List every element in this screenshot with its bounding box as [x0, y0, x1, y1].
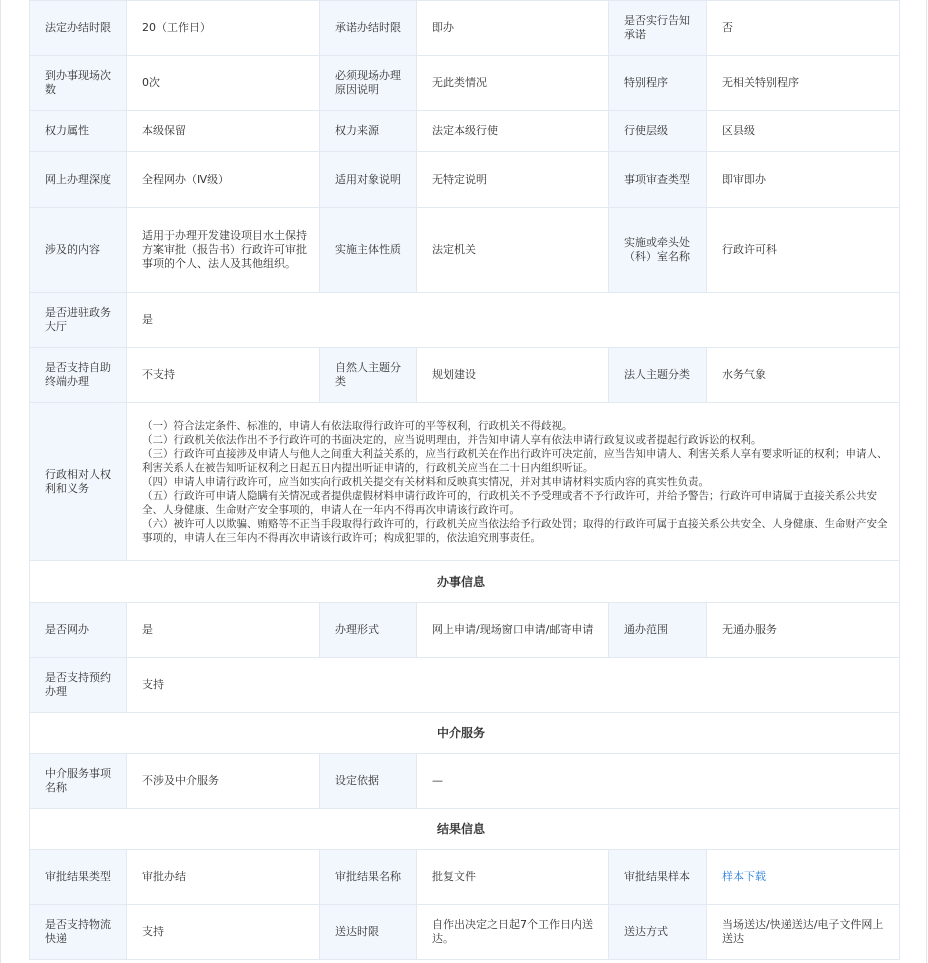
- promised-time-value: 即办: [417, 1, 609, 56]
- rights-label: 行政相对人权利和义务: [30, 403, 127, 561]
- basis-label: 设定依据: [320, 754, 417, 809]
- power-attr-label: 权力属性: [30, 111, 127, 152]
- result-section-title: [30, 809, 900, 850]
- form-label: 办理形式: [320, 603, 417, 658]
- rights-line-3: （三）行政许可直接涉及申请人与他人之间重大利益关系的，应当行政机关在作出行政许可决定前，应当告知申请人、利害关系人享有要求听证的权利；申请人、利害关系人在被告知听证权利之日起五日内提出听证申请的，行政机关应当在二十日内组织听证。: [142, 447, 888, 474]
- table-row: [30, 56, 900, 111]
- level-label: 行使层级: [609, 111, 707, 152]
- section-header-row: [30, 809, 900, 850]
- person-topic-value: 规划建设: [417, 348, 609, 403]
- table-row: [30, 850, 900, 905]
- rights-value: [127, 403, 900, 561]
- rights-line-1: （一）符合法定条件、标准的，申请人有依法取得行政许可的平等权利，行政机关不得歧视。: [142, 419, 573, 432]
- section-header-row: [30, 713, 900, 754]
- person-topic-label: 自然人主题分类: [320, 348, 417, 403]
- logistics-value: 支持: [127, 905, 320, 960]
- special-procedure-value: 无相关特别程序: [707, 56, 900, 111]
- special-procedure-label: 特别程序: [609, 56, 707, 111]
- visits-value: 0次: [127, 56, 320, 111]
- table-row: [30, 111, 900, 152]
- notify-label: 是否实行告知承诺: [609, 1, 707, 56]
- form-value: 网上申请/现场窗口申请/邮寄申请: [417, 603, 609, 658]
- scope-value: 无通办服务: [707, 603, 900, 658]
- scope-label: 通办范围: [609, 603, 707, 658]
- result-sample-cell: [707, 850, 900, 905]
- visits-label: 到办事现场次数: [30, 56, 127, 111]
- self-service-value: 不支持: [127, 348, 320, 403]
- agency-section-title: [30, 713, 900, 754]
- table-row: [30, 754, 900, 809]
- legal-time-value: 20（工作日）: [127, 1, 320, 56]
- handling-section-title-text: 办事信息: [436, 574, 485, 589]
- table-row: [30, 293, 900, 348]
- hall-label: 是否进驻政务大厅: [30, 293, 127, 348]
- table-row: [30, 1, 900, 56]
- agency-section-title-text: 中介服务: [436, 726, 485, 740]
- legal-time-label: 法定办结时限: [30, 1, 127, 56]
- delivery-method-value: 当场送达/快递送达/电子文件网上送达: [707, 905, 900, 960]
- table-row: [30, 348, 900, 403]
- promised-time-label: 承诺办结时限: [320, 1, 417, 56]
- online-label: 是否网办: [30, 603, 127, 658]
- power-source-value: 法定本级行使: [417, 111, 609, 152]
- handling-section-title: [30, 561, 900, 603]
- content-label: 涉及的内容: [30, 208, 127, 293]
- table-row: [30, 152, 900, 208]
- appointment-value: 支持: [127, 658, 900, 713]
- self-service-label: 是否支持自助终端办理: [30, 348, 127, 403]
- result-name-value: 批复文件: [417, 850, 609, 905]
- table-row: [30, 403, 900, 561]
- review-type-label: 事项审查类型: [609, 152, 707, 208]
- online-depth-label: 网上办理深度: [30, 152, 127, 208]
- notify-value: 否: [707, 1, 900, 56]
- onsite-reason-label: 必须现场办理原因说明: [320, 56, 417, 111]
- matter-info-table: [29, 0, 900, 960]
- sample-download-link[interactable]: 样本下载: [722, 870, 766, 883]
- power-source-label: 权力来源: [320, 111, 417, 152]
- delivery-time-label: 送达时限: [320, 905, 417, 960]
- target-value: 无特定说明: [417, 152, 609, 208]
- online-depth-value: 全程网办（Ⅳ级）: [127, 152, 320, 208]
- result-sample-label: 审批结果样本: [609, 850, 707, 905]
- hall-value: 是: [127, 293, 900, 348]
- table-row: [30, 658, 900, 713]
- rights-line-6: （六）被许可人以欺骗、贿赂等不正当手段取得行政许可的，行政机关应当依法给予行政处罚；取得的行政许可属于直接关系公共安全、人身健康、生命财产安全事项的，申请人在三年内不得再次申请该行政许可；构成犯罪的，依法追究刑事责任。: [142, 517, 888, 544]
- rights-line-4: （四）申请人申请行政许可，应当如实向行政机关提交有关材料和反映真实情况，并对其申请材料实质内容的真实性负责。: [142, 475, 709, 488]
- basis-value: —: [417, 754, 900, 809]
- result-type-value: 审批办结: [127, 850, 320, 905]
- result-name-label: 审批结果名称: [320, 850, 417, 905]
- table-row: [30, 603, 900, 658]
- table-row: [30, 208, 900, 293]
- power-attr-value: 本级保留: [127, 111, 320, 152]
- corp-topic-label: 法人主题分类: [609, 348, 707, 403]
- level-value: 区县级: [707, 111, 900, 152]
- logistics-label: 是否支持物流快递: [30, 905, 127, 960]
- appointment-label: 是否支持预约办理: [30, 658, 127, 713]
- nature-label: 实施主体性质: [320, 208, 417, 293]
- delivery-method-label: 送达方式: [609, 905, 707, 960]
- dept-label: 实施或牵头处（科）室名称: [609, 208, 707, 293]
- delivery-time-value: 自作出决定之日起7个工作日内送达。: [417, 905, 609, 960]
- result-section-title-text: 结果信息: [436, 822, 485, 836]
- online-value: 是: [127, 603, 320, 658]
- agency-name-label: 中介服务事项名称: [30, 754, 127, 809]
- rights-line-5: （五）行政许可申请人隐瞒有关情况或者提供虚假材料申请行政许可的，行政机关不予受理或者不予行政许可，并给予警告；行政许可申请属于直接关系公共安全、人身健康、生命财产安全事项的，申请人在一年内不得再次申请该行政许可。: [142, 489, 877, 516]
- onsite-reason-value: 无此类情况: [417, 56, 609, 111]
- agency-name-value: 不涉及中介服务: [127, 754, 320, 809]
- content-value: 适用于办理开发建设项目水土保持方案审批（报告书）行政许可审批事项的个人、法人及其他组织。: [127, 208, 320, 293]
- target-label: 适用对象说明: [320, 152, 417, 208]
- dept-value: 行政许可科: [707, 208, 900, 293]
- review-type-value: 即审即办: [707, 152, 900, 208]
- rights-line-2: （二）行政机关依法作出不予行政许可的书面决定的，应当说明理由，并告知申请人享有依法申请行政复议或者提起行政诉讼的权利。: [142, 433, 762, 446]
- nature-value: 法定机关: [417, 208, 609, 293]
- corp-topic-value: 水务气象: [707, 348, 900, 403]
- result-type-label: 审批结果类型: [30, 850, 127, 905]
- table-row: [30, 905, 900, 960]
- section-header-row: [30, 561, 900, 603]
